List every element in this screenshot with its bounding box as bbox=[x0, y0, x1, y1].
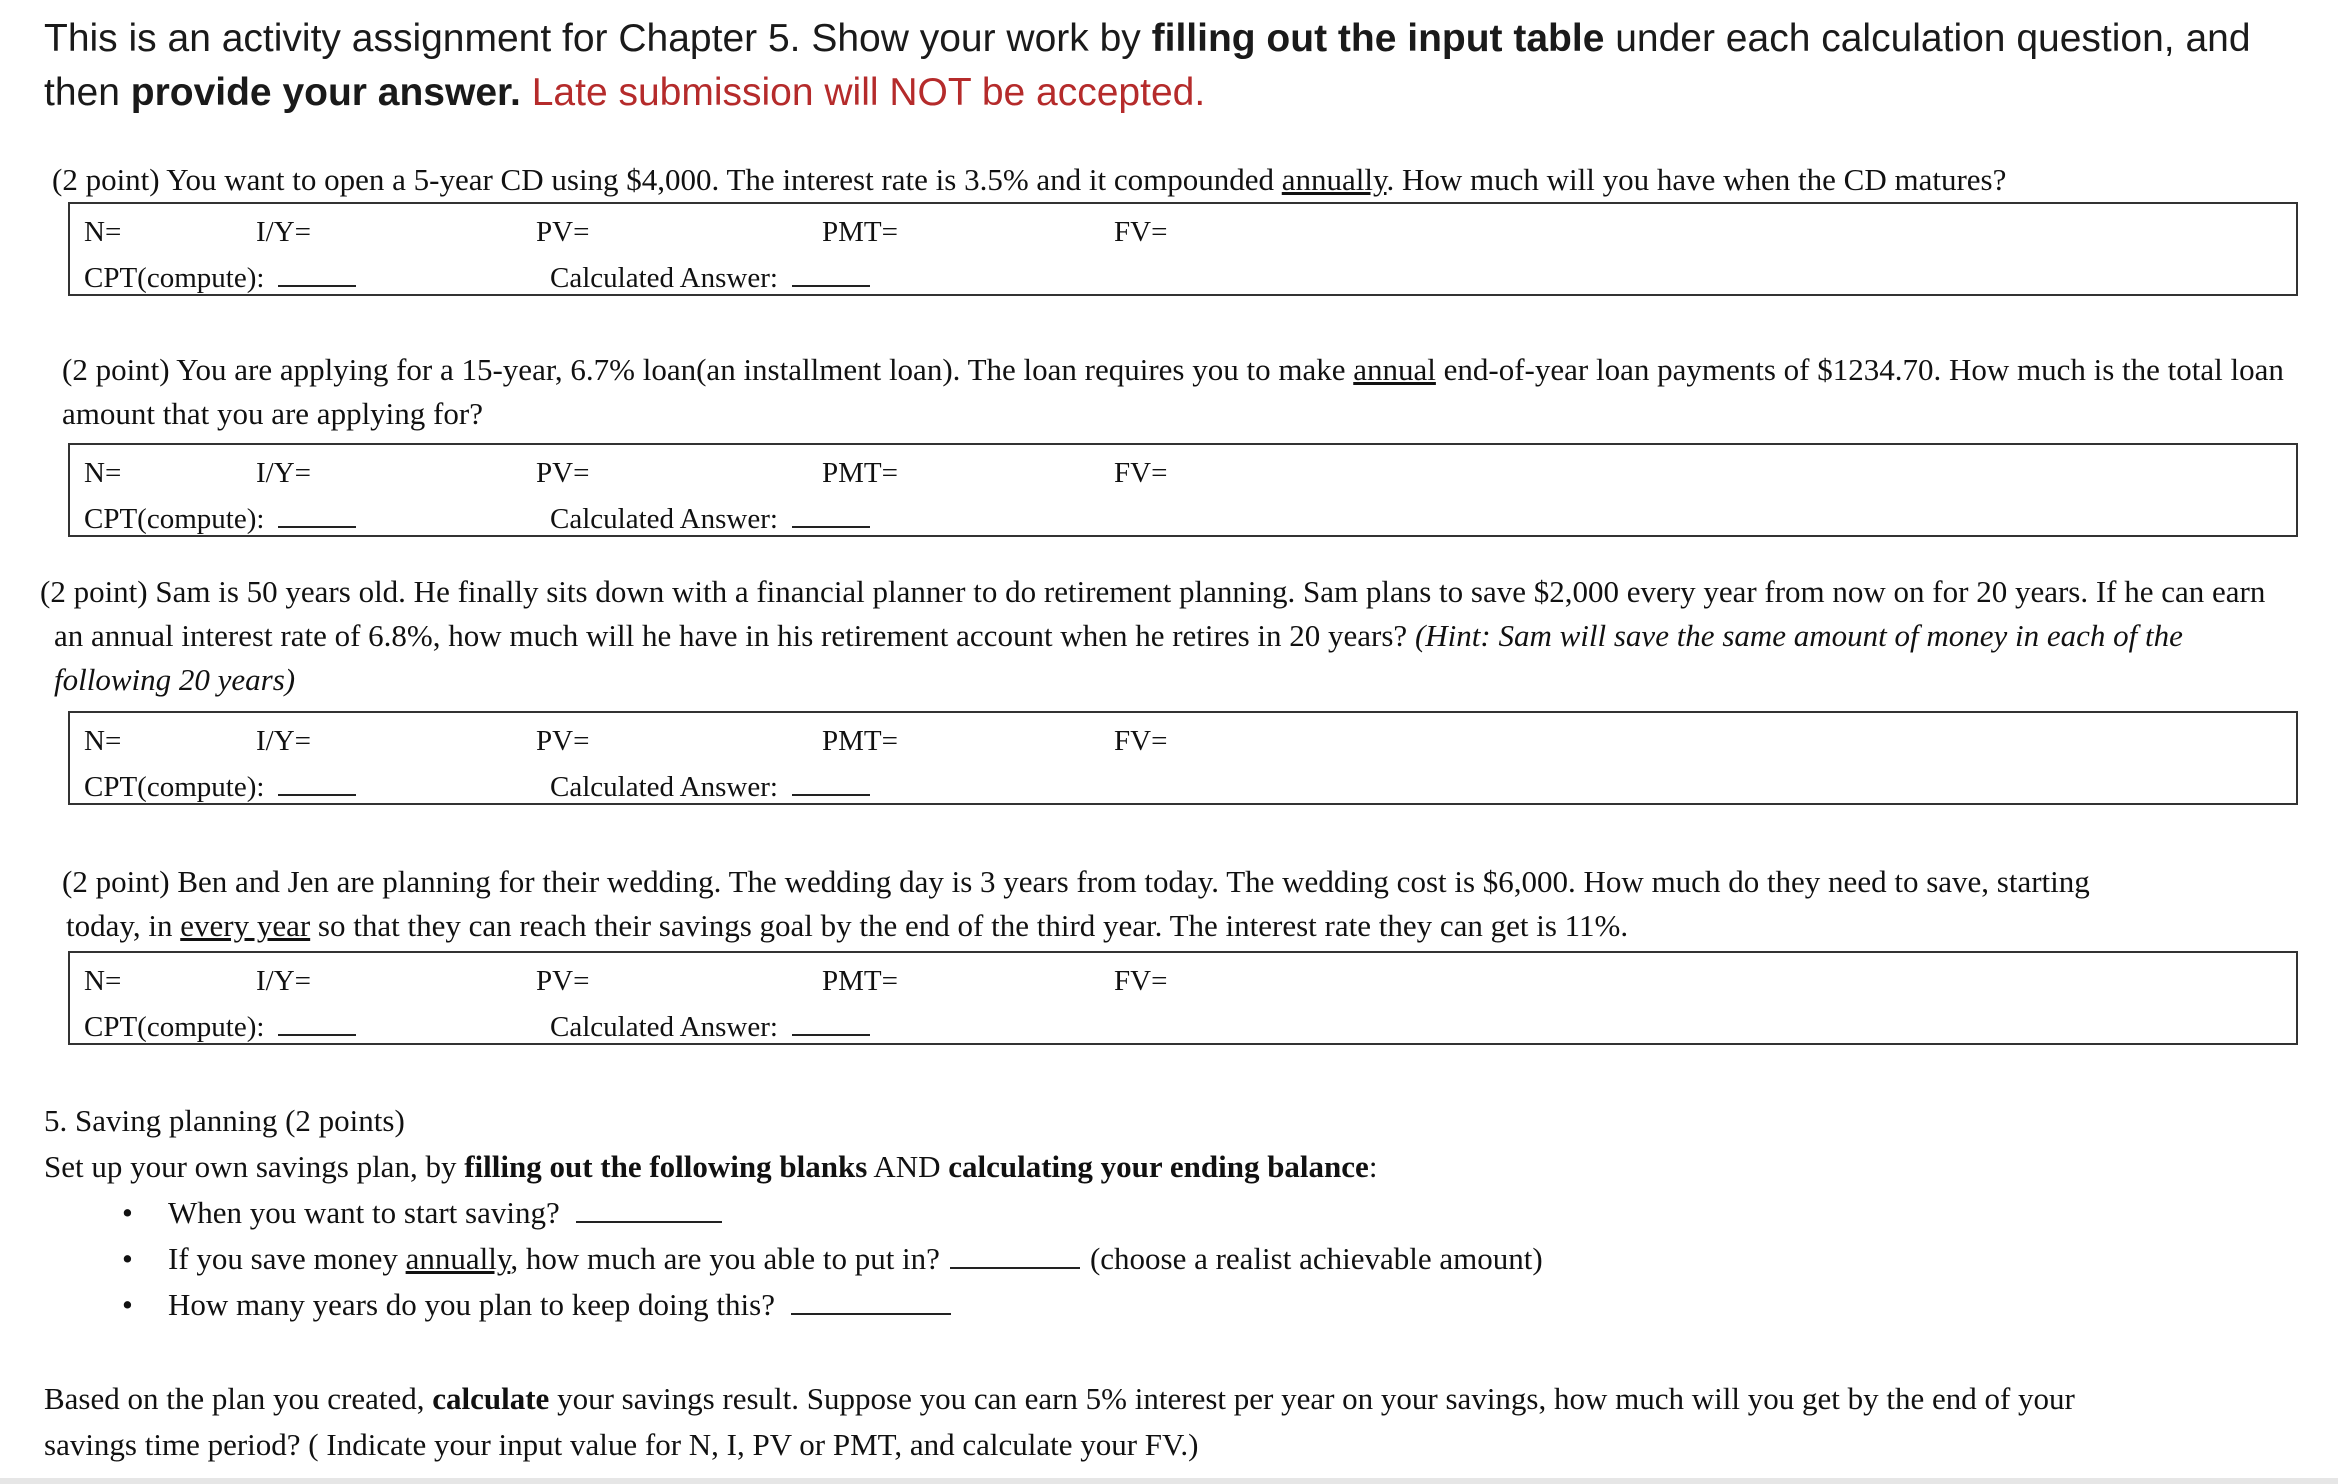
cpt-field: CPT(compute): bbox=[84, 770, 356, 804]
answer-blank[interactable] bbox=[792, 502, 870, 528]
final-question: Based on the plan you created, calculate your savings result. Suppose you can earn 5% interest per year on your savings, how much will you get by the end of your savings time period? ( Indicate your input value for N, I, PV or PMT, and calculate your FV.) bbox=[44, 1381, 2075, 1462]
pv-label: PV= bbox=[536, 216, 590, 248]
input-table-q3 bbox=[68, 711, 2298, 805]
n-label: N= bbox=[84, 216, 122, 248]
answer-blank[interactable] bbox=[792, 261, 870, 287]
answer-field: Calculated Answer: bbox=[550, 502, 870, 536]
years-blank[interactable] bbox=[791, 1287, 951, 1315]
fv-label: FV= bbox=[1114, 725, 1168, 757]
answer-blank[interactable] bbox=[792, 1010, 870, 1036]
iy-label: I/Y= bbox=[256, 216, 312, 248]
pv-label: PV= bbox=[536, 965, 590, 997]
intro-text: This is an activity assignment for Chapter 5. Show your work by bbox=[44, 17, 1152, 60]
n-label: N= bbox=[84, 457, 122, 489]
q3-hint: (Hint: Sam will save the same amount of money in each of the bbox=[1414, 618, 2183, 653]
cpt-field: CPT(compute): bbox=[84, 261, 356, 295]
late-warning: Late submission will NOT be accepted. bbox=[520, 71, 1206, 114]
list-item: • When you want to start saving? bbox=[122, 1190, 2304, 1236]
pv-label: PV= bbox=[536, 725, 590, 757]
question-4: (2 point) Ben and Jen are planning for their wedding. The wedding day is 3 years from today. The wedding cost is $6,000. How much do they need to save, starting today, in every year so that they can reach their savings goal by the end of the third year. The interest rate they can get is 11%. bbox=[62, 864, 2090, 943]
intro-paragraph bbox=[44, 12, 2304, 120]
question-5: 5. Saving planning (2 points) Set up your own savings plan, by filling out the following blanks AND calculating your ending balance: • When you want to start saving? • If you save money annually, how much are you able to put in? (choose a realist achievable amount) • How many years do you plan to keep doing this? bbox=[44, 1098, 2304, 1328]
q5-title: 5. Saving planning (2 points) bbox=[44, 1103, 405, 1138]
savings-plan-list bbox=[122, 1190, 2304, 1328]
q1-underlined-term: annually bbox=[1281, 162, 1387, 197]
question-1: (2 point) You want to open a 5-year CD using $4,000. The interest rate is 3.5% and it compounded annually. How much will you have when the CD matures? bbox=[52, 162, 2007, 197]
cpt-field: CPT(compute): bbox=[84, 502, 356, 536]
input-table-q4 bbox=[68, 951, 2298, 1045]
n-label: N= bbox=[84, 965, 122, 997]
pmt-label: PMT= bbox=[822, 725, 898, 757]
intro-bold-input-table: filling out the input table bbox=[1151, 17, 1605, 60]
fv-label: FV= bbox=[1114, 457, 1168, 489]
input-table-q1 bbox=[68, 202, 2298, 296]
cpt-field: CPT(compute): bbox=[84, 1010, 356, 1044]
start-saving-blank[interactable] bbox=[576, 1195, 722, 1223]
pv-label: PV= bbox=[536, 457, 590, 489]
intro-bold-answer: provide your answer. bbox=[130, 71, 521, 114]
scroll-edge bbox=[0, 1478, 2338, 1484]
fv-label: FV= bbox=[1114, 216, 1168, 248]
input-table-q2 bbox=[68, 443, 2298, 537]
iy-label: I/Y= bbox=[256, 965, 312, 997]
pmt-label: PMT= bbox=[822, 965, 898, 997]
cpt-blank[interactable] bbox=[278, 502, 356, 528]
answer-field: Calculated Answer: bbox=[550, 1010, 870, 1044]
pmt-label: PMT= bbox=[822, 457, 898, 489]
q4-underlined-term: every year bbox=[180, 908, 311, 943]
iy-label: I/Y= bbox=[256, 725, 312, 757]
list-item: • How many years do you plan to keep doing this? bbox=[122, 1282, 2304, 1328]
cpt-blank[interactable] bbox=[278, 770, 356, 796]
iy-label: I/Y= bbox=[256, 457, 312, 489]
intro-text-2: under each calculation question, and then bbox=[44, 17, 2251, 114]
answer-field: Calculated Answer: bbox=[550, 770, 870, 804]
annual-amount-blank[interactable] bbox=[950, 1241, 1080, 1269]
cpt-blank[interactable] bbox=[278, 1010, 356, 1036]
list-item: • If you save money annually, how much are you able to put in? (choose a realist achievable amount) bbox=[122, 1236, 2304, 1282]
fv-label: FV= bbox=[1114, 965, 1168, 997]
answer-field: Calculated Answer: bbox=[550, 261, 870, 295]
n-label: N= bbox=[84, 725, 122, 757]
cpt-blank[interactable] bbox=[278, 261, 356, 287]
question-3: (2 point) Sam is 50 years old. He finally sits down with a financial planner to do retirement planning. Sam plans to save $2,000 every year from now on for 20 years. If he can earn an annual interest rate of 6.8%, how much will he have in his retirement account when he retires in 20 years? (Hint: Sam will save the same amount of money in each of the following 20 years) bbox=[40, 574, 2266, 697]
question-2: (2 point) You are applying for a 15-year, 6.7% loan(an installment loan). The loan requires you to make annual end-of-year loan payments of $1234.70. How much is the total loan amount that you are applying for? bbox=[62, 352, 2284, 431]
q2-underlined-term: annual bbox=[1353, 352, 1436, 387]
answer-blank[interactable] bbox=[792, 770, 870, 796]
pmt-label: PMT= bbox=[822, 216, 898, 248]
